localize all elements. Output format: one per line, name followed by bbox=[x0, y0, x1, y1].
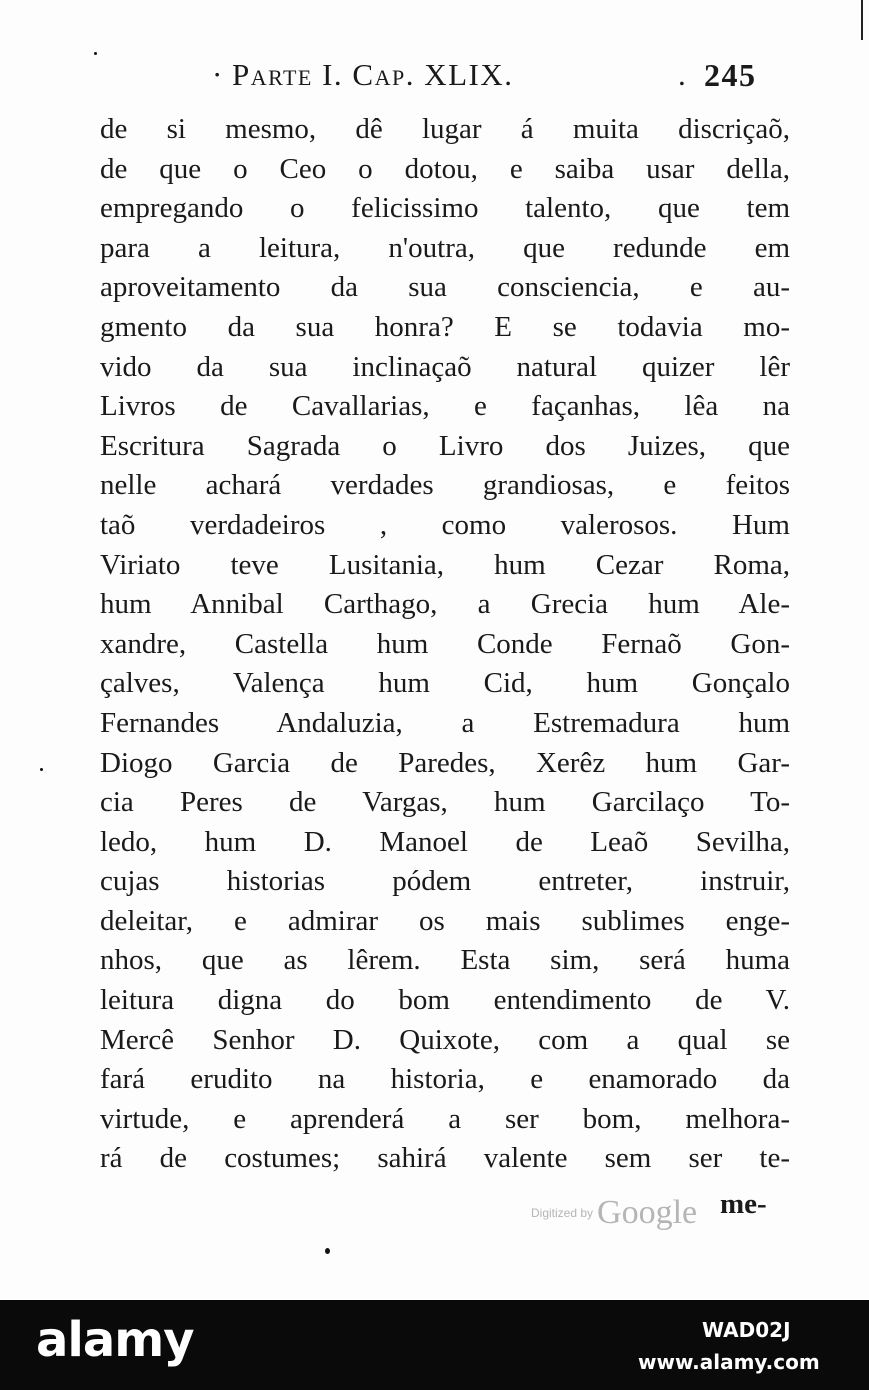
alamy-logo: alamy bbox=[36, 1312, 194, 1368]
text-line: vido da sua inclinaçaõ natural quizer lêr bbox=[100, 350, 790, 383]
page-number: 245 bbox=[704, 57, 757, 93]
digitized-label: Digitized by bbox=[531, 1206, 594, 1220]
text-line: aproveitamento da sua consciencia, e au- bbox=[100, 271, 790, 304]
text-line: para a leitura, n'outra, que redunde em bbox=[100, 231, 790, 264]
text-line: de si mesmo, dê lugar á muita discriçaõ, bbox=[100, 113, 790, 145]
text-line: gmento da sua honra? E se todavia mo- bbox=[100, 310, 790, 343]
text-line: çalves, Valença hum Cid, hum Gonçalo bbox=[100, 667, 790, 700]
stock-footer-bar bbox=[0, 1300, 869, 1390]
running-head: Parte I. Cap. XLIX. bbox=[232, 57, 514, 92]
text-line: Mercê Senhor D. Quixote, com a qual se bbox=[100, 1023, 790, 1056]
text-line: fará erudito na historia, e enamorado da bbox=[100, 1063, 790, 1096]
body-text bbox=[100, 110, 790, 1179]
catchword: me- bbox=[720, 1188, 767, 1220]
header-dot-2: . bbox=[678, 57, 688, 92]
page-edge-mark bbox=[861, 0, 863, 40]
google-logo-text: Google bbox=[597, 1194, 698, 1231]
text-line: Livros de Cavallarias, e façanhas, lêa na bbox=[100, 390, 790, 423]
text-line: cujas historias pódem entreter, instruir, bbox=[100, 865, 790, 898]
text-line: virtude, e aprenderá a ser bom, melhora- bbox=[100, 1102, 790, 1135]
text-line: ledo, hum D. Manoel de Leaõ Sevilha, bbox=[100, 825, 790, 858]
image-id-label: WAD02J bbox=[702, 1318, 791, 1342]
text-line: empregando o felicissimo talento, que tem bbox=[100, 192, 790, 225]
header-dot: · bbox=[212, 57, 224, 92]
text-line: de que o Ceo o dotou, e saiba usar della, bbox=[100, 152, 790, 185]
digitized-by-watermark bbox=[531, 1194, 697, 1234]
text-line: Escritura Sagrada o Livro dos Juizes, que bbox=[100, 429, 790, 462]
page-header bbox=[0, 55, 869, 99]
text-line: Fernandes Andaluzia, a Estremadura hum bbox=[100, 706, 790, 739]
text-line: hum Annibal Carthago, a Grecia hum Ale- bbox=[100, 588, 790, 621]
text-line: cia Peres de Vargas, hum Garcilaço To- bbox=[100, 786, 790, 819]
text-line: nhos, que as lêrem. Esta sim, será huma bbox=[100, 944, 790, 977]
text-line: Diogo Garcia de Paredes, Xerêz hum Gar- bbox=[100, 746, 790, 779]
ink-speck bbox=[325, 1248, 330, 1254]
text-line: nelle achará verdades grandiosas, e feitos bbox=[100, 469, 790, 502]
site-url: www.alamy.com bbox=[638, 1350, 820, 1374]
ink-speck bbox=[40, 768, 43, 771]
text-line: xandre, Castella hum Conde Fernaõ Gon- bbox=[100, 627, 790, 660]
text-line: leitura digna do bom entendimento de V. bbox=[100, 984, 790, 1017]
text-line: Viriato teve Lusitania, hum Cezar Roma, bbox=[100, 548, 790, 581]
text-line: deleitar, e admirar os mais sublimes enge- bbox=[100, 904, 790, 937]
ink-speck bbox=[94, 52, 97, 55]
text-line: rá de costumes; sahirá valente sem ser te- bbox=[100, 1142, 790, 1175]
text-line: taõ verdadeiros , como valerosos. Hum bbox=[100, 508, 790, 541]
